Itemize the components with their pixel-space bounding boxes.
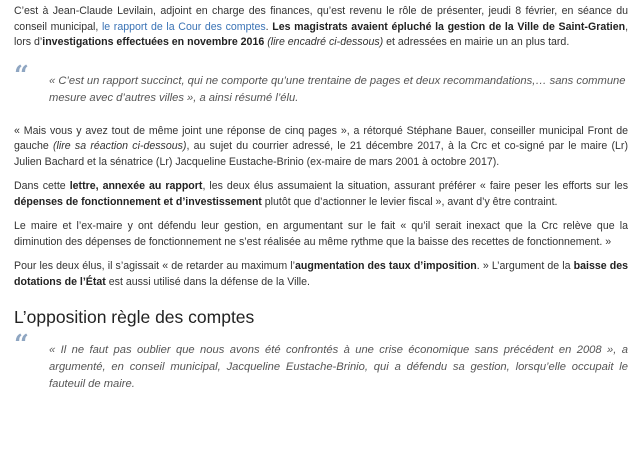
paragraph-gestion: Le maire et l’ex-maire y ont défendu leur gestion, en argumentant sur le fait « qu’il serait inexact que la Crc relève que la diminution des dépenses de fonctionnement ne s’est réalisée au même rythme que la baisse des recettes de fonctionnement. » [14,220,628,248]
quote-mark-icon: “ [14,330,29,360]
blockquote-eustache-brinio [14,330,628,393]
quote-text: « C’est un rapport succinct, qui ne comporte qu’une trentaine de pages et deux recommandations,… sans commune mesure avec d’autres villes », a ainsi résumé l’élu. [49,74,626,104]
section-heading: L’opposition règle des comptes [14,307,255,327]
bold-lettre: lettre, annexée au rapport [69,180,203,192]
link-cour-des-comptes-report[interactable]: le rapport de la Cour des comptes [101,20,266,33]
paragraph-lettre: Dans cette lettre, annexée au rapport, les deux élus assumaient la situation, assurant préférer « faire peser les efforts sur les dépenses de fonctionnement et d’investissement plutôt que d’actionner le levier fiscal », avant d’y être contraint. [14,180,628,208]
quote-mark-icon: “ [14,60,29,91]
bold-magistrats: Les magistrats avaient épluché la gestion de la Ville de Saint-Gratien [272,20,626,33]
quote-text: « Il ne faut pas oublier que nous avons été confrontés à une crise économique sans précédent en 2008 », a argumenté, en conseil municipal, Jacqueline Eustache-Brinio, qui a défendu sa gestion, lorsqu’elle occupait le fauteuil de maire. [49,344,628,390]
blockquote-levilain [14,60,628,107]
paragraph-bauer: « Mais vous y avez tout de même joint une réponse de cinq pages », a rétorqué Stéphane Bauer, conseiller municipal Front de gauche (lire sa réaction ci-dessous), au sujet du courrier adressé, le 21 décembre 2017, à la Crc et co-signé par le maire (Lr) Julien Bachard et la sénatrice (Lr) Jacqueline Eustache-Brinio (ex-maire de mars 2001 à octobre 2017). [14,124,628,168]
italic-reaction: (lire sa réaction ci-dessous) [53,140,187,152]
bold-depenses: dépenses de fonctionnement et d’investissement [14,195,262,208]
bold-taux: augmentation des taux d’imposition [294,260,477,272]
bold-investigations: investigations effectuées en novembre 2016 [42,36,265,48]
paragraph-intro: C’est à Jean-Claude Levilain, adjoint en charge des finances, qu’est revenu le rôle de présenter, jeudi 8 février, en séance du conseil municipal, le rapport de la Cour des comptes. Les magistrats avaient épluché la gestion de la Ville de Saint-Gratien, lors d’investigations effectuées en novembre 2016 (lire encadré ci-dessous) et adressées en mairie un an plus tard. [14,5,629,48]
bold-dotations: baisse des dotations de l’État [14,260,628,288]
paragraph-deux-elus: Pour les deux élus, il s’agissait « de retarder au maximum l’augmentation des taux d’imposition. » L’argument de la baisse des dotations de l’État est aussi utilisé dans la défense de la Ville. [14,260,628,288]
italic-encadre: (lire encadré ci-dessous) [267,36,384,48]
